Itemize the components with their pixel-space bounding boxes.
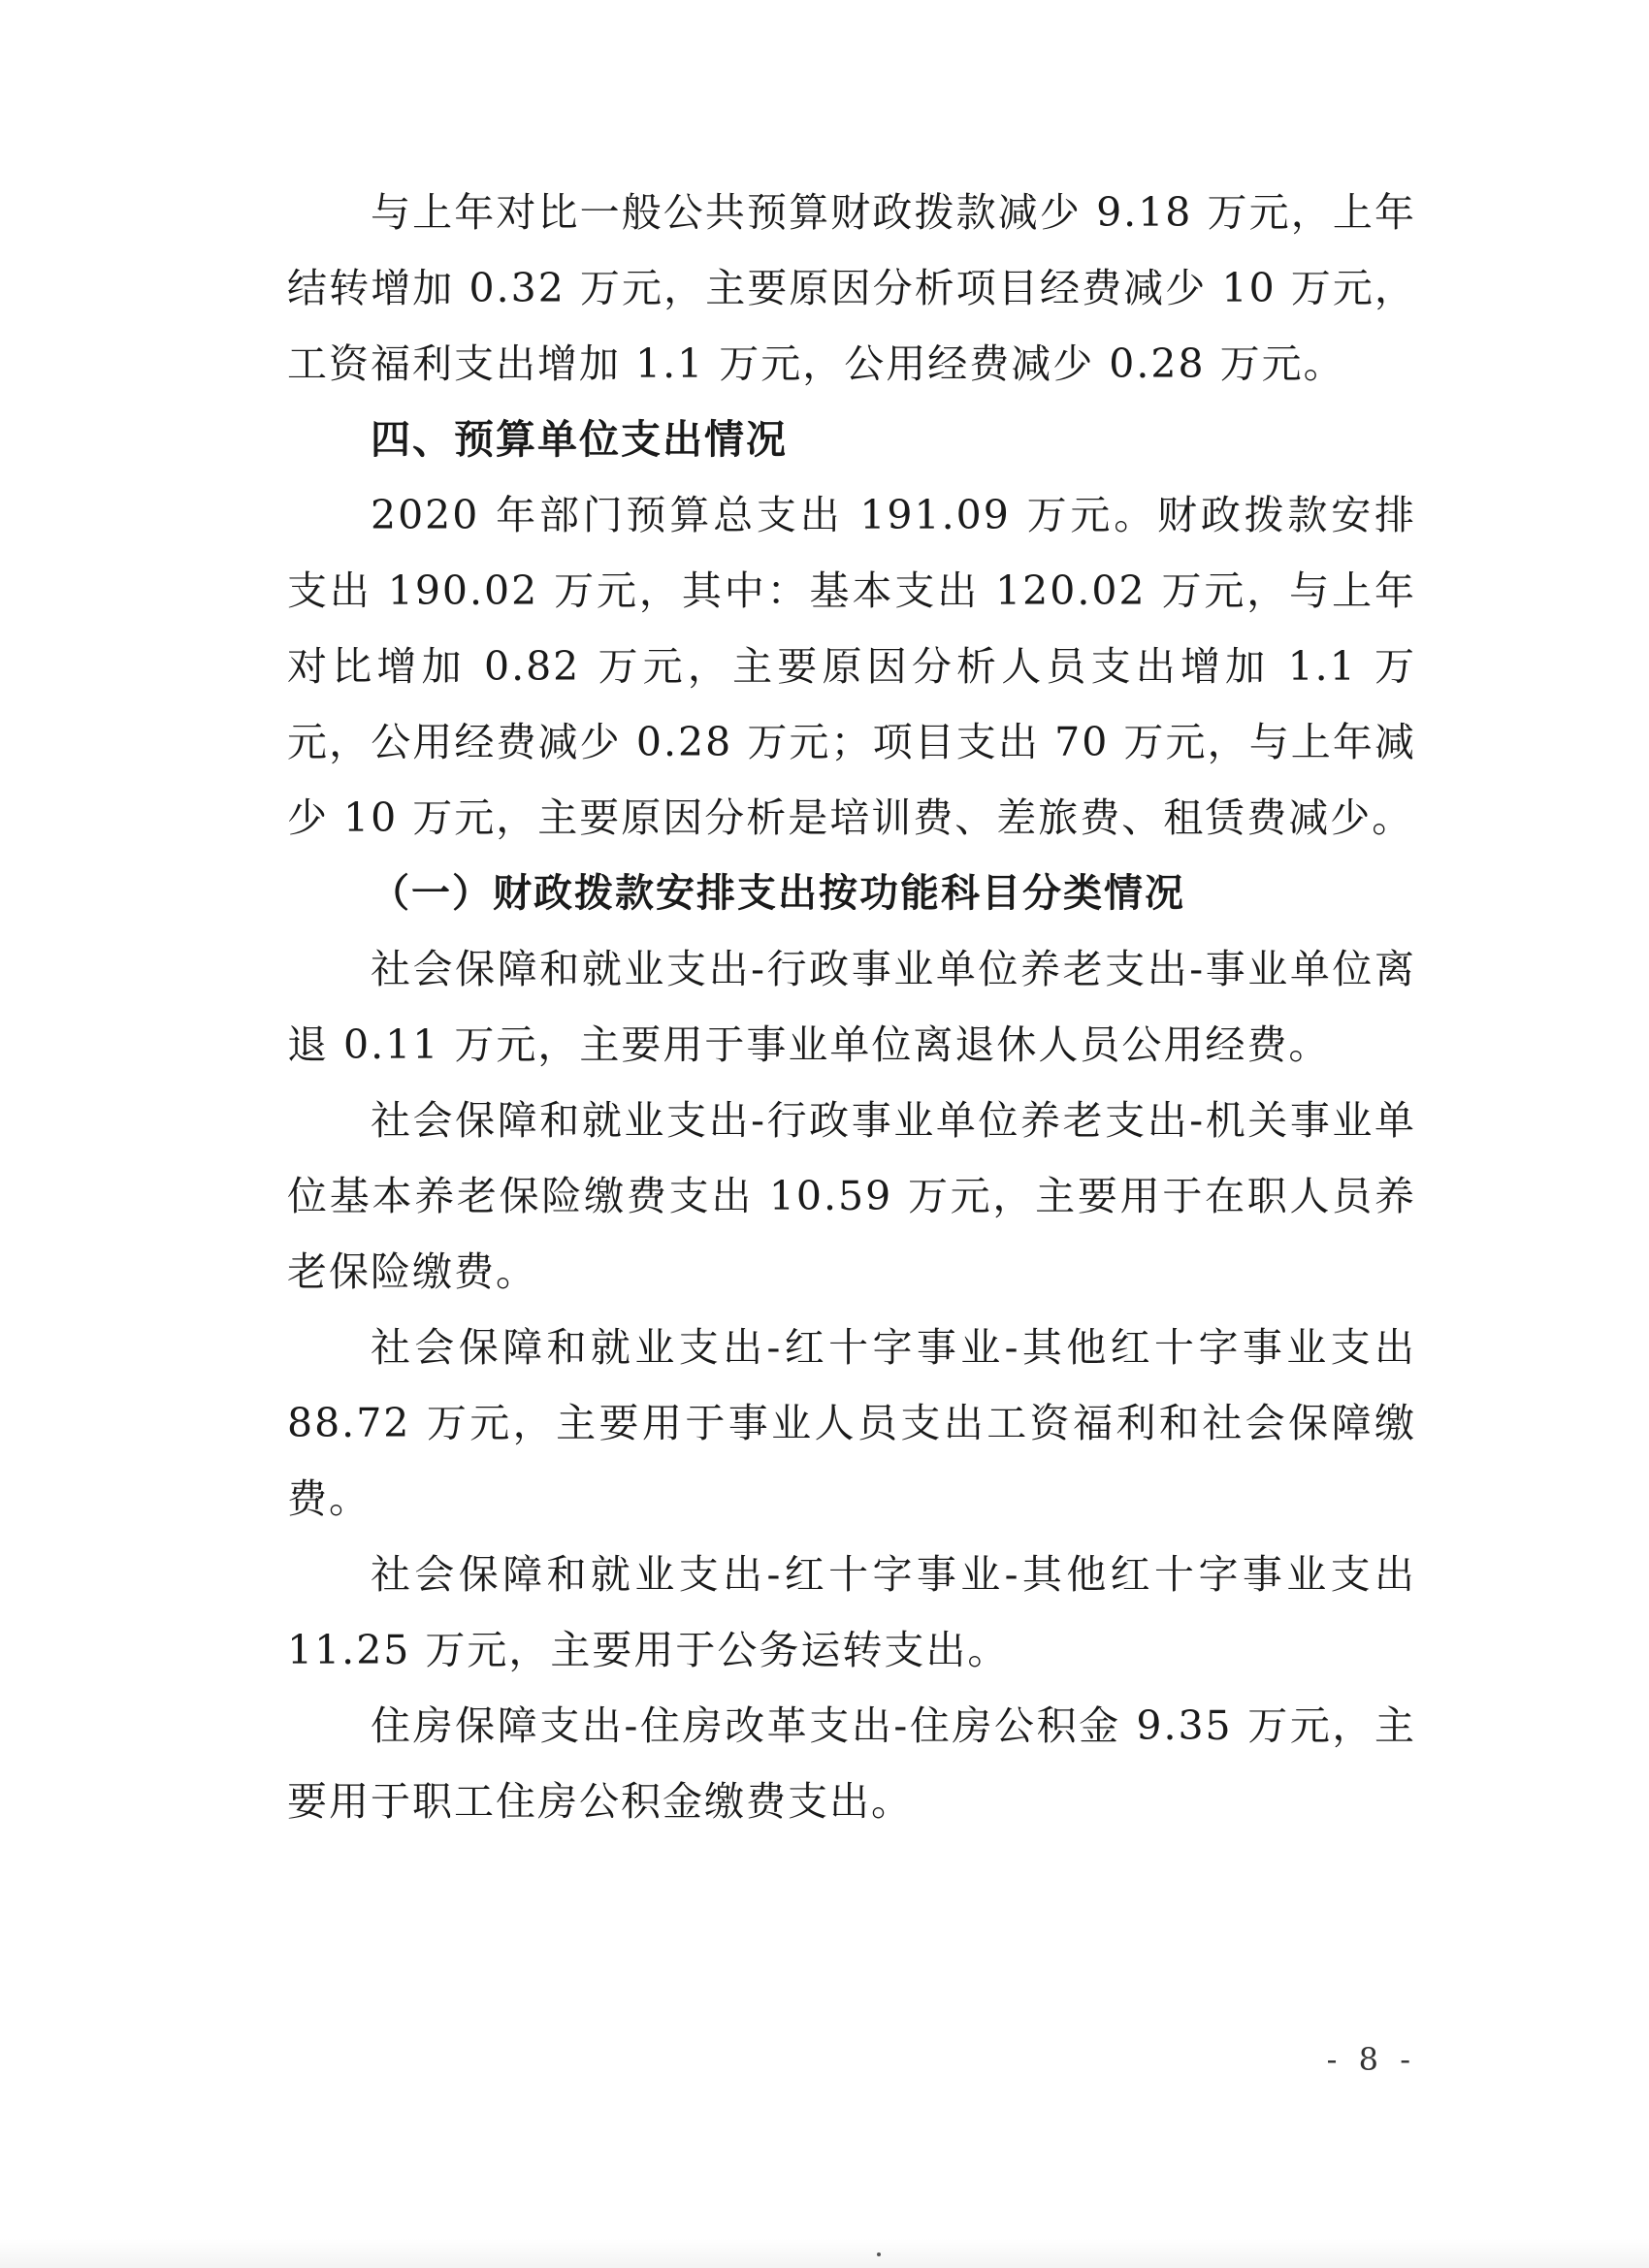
page-number: - 8 - (1326, 2041, 1416, 2078)
scan-speck (877, 2252, 881, 2256)
paragraph-housing-fund: 住房保障支出-住房改革支出-住房公积金 9.35 万元，主要用于职工住房公积金缴费支出。 (287, 1702, 1416, 1825)
paragraph-pension-insurance: 社会保障和就业支出-行政事业单位养老支出-机关事业单位基本养老保险缴费支出 10.59 万元，主要用于在职人员养老保险缴费。 (287, 1097, 1416, 1295)
subsection-heading-functional-classification: （一）财政拨款安排支出按功能科目分类情况 (371, 871, 1185, 916)
paragraph-budget-comparison: 与上年对比一般公共预算财政拨款减少 9.18 万元，上年结转增加 0.32 万元，主要原因分析项目经费减少 10 万元，工资福利支出增加 1.1 万元，公用经费减少 0.28 万元。 (287, 189, 1416, 387)
section-heading-unit-expenditure: 四、预算单位支出情况 (371, 416, 788, 463)
document-body (287, 175, 1416, 1839)
paragraph-red-cross-operations: 社会保障和就业支出-红十字事业-其他红十字事业支出 11.25 万元，主要用于公务运转支出。 (287, 1551, 1416, 1673)
paragraph-total-expenditure: 2020 年部门预算总支出 191.09 万元。财政拨款安排支出 190.02 万元，其中：基本支出 120.02 万元，与上年对比增加 0.82 万元，主要原因分析人员支出增加 1.1 万元，公用经费减少 0.28 万元；项目支出 70 万元，与上年减少 10 万元，主要原因分析是培训费、差旅费、租赁费减少。 (287, 492, 1416, 841)
scan-bottom-edge (0, 2239, 1649, 2268)
paragraph-retiree-expenditure: 社会保障和就业支出-行政事业单位养老支出-事业单位离退 0.11 万元，主要用于事业单位离退休人员公用经费。 (287, 946, 1416, 1068)
paragraph-red-cross-personnel: 社会保障和就业支出-红十字事业-其他红十字事业支出 88.72 万元，主要用于事业人员支出工资福利和社会保障缴费。 (287, 1324, 1416, 1522)
